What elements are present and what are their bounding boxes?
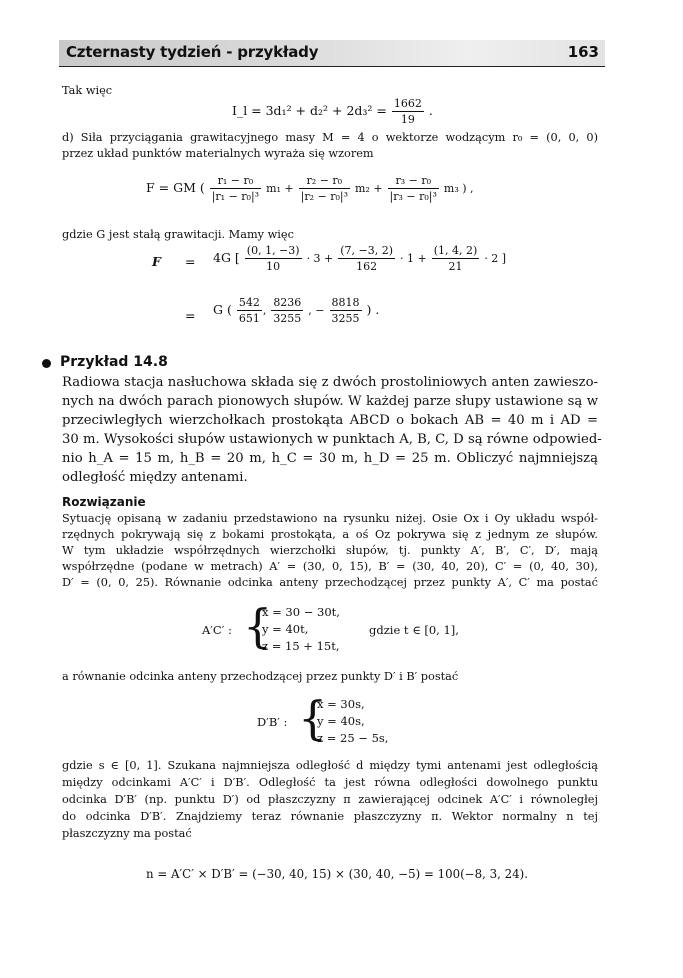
calc-b-numerator: (7, −3, 2) — [340, 244, 394, 257]
calc-b-denominator: 162 — [356, 260, 378, 273]
result-z-sign: , − — [308, 304, 325, 317]
result-fraction-z — [330, 296, 362, 325]
line-2-suffix: ) . — [366, 302, 380, 317]
force-symbol: F — [152, 254, 161, 269]
force-calc-line-1 — [213, 244, 506, 273]
tail-line-3: odcinka D′B′ (np. punktu D′) od płaszczyzny π zawierającej odcinek A′C′ i równoległej — [62, 793, 598, 806]
equals-sign-2: = — [185, 308, 196, 323]
brace-1: { — [243, 599, 273, 653]
chapter-title: Czternasty tydzień - przykłady — [66, 43, 319, 61]
system-2-label: D′B′ : — [257, 715, 288, 729]
part-d-line-2: przez układ punktów materialnych wyraża się wzorem — [62, 147, 374, 160]
calc-c-numerator: (1, 4, 2) — [433, 244, 478, 257]
result-fraction-x — [237, 296, 262, 325]
system-1-condition: gdzie t ∈ [0, 1], — [369, 623, 459, 637]
term-3-numerator: r₃ − r₀ — [388, 174, 439, 189]
force-lhs-symbol — [152, 254, 161, 269]
normal-vector-equation: n = A′C′ × D′B′ = (−30, 40, 15) × (30, 40, −5) = 100(−8, 3, 24). — [146, 867, 529, 881]
system-1-z: z = 15 + 15t, — [262, 639, 340, 653]
solution-line-2: rzędnych pokrywają się z bokami prostokąta, a oś Oz pokrywa się z jednym ze słupów. — [62, 528, 598, 541]
calc-a-mul: · 3 + — [306, 252, 334, 265]
tail-line-1: gdzie s ∈ [0, 1]. Szukana najmniejsza odległość d między tymi antenami jest odległością — [62, 759, 598, 772]
term-1-numerator: r₁ − r₀ — [210, 174, 261, 189]
calc-b-mul: · 1 + — [400, 252, 427, 265]
result-z-denominator: 3255 — [331, 312, 360, 325]
term-3-fraction — [388, 174, 439, 203]
calc-a-denominator: 10 — [266, 260, 281, 273]
term-2-numerator: r₂ − r₀ — [299, 174, 350, 189]
inertia-equation — [232, 97, 433, 126]
solution-line-3: W tym układzie współrzędnych wierzchołki słupów, tj. punkty A′, B′, C′, D′, mają — [62, 544, 598, 557]
result-x-denominator: 651 — [238, 312, 260, 325]
line-2-prefix: G ( — [213, 302, 232, 317]
system-1-y: y = 40t, — [262, 622, 309, 636]
tail-line-5: płaszczyzny ma postać — [62, 827, 192, 840]
result-y-numerator: 8236 — [273, 296, 302, 309]
system-2-x: x = 30s, — [317, 697, 365, 711]
inertia-fraction — [392, 97, 424, 126]
term-3-mass: m₃ ) , — [443, 182, 474, 195]
system-1-x: x = 30 − 30t, — [262, 605, 340, 619]
gravity-note: gdzie G jest stałą grawitacji. Mamy więc — [62, 228, 294, 241]
force-equation — [146, 174, 474, 203]
term-2-fraction — [299, 174, 350, 203]
calc-fraction-a — [245, 244, 302, 273]
result-y-denominator: 3255 — [273, 312, 302, 325]
force-lhs: F = GM ( — [146, 180, 205, 195]
result-fraction-y — [271, 296, 303, 325]
calc-fraction-b — [338, 244, 395, 273]
part-d-line-1: d) Siła przyciągania grawitacyjnego masy M = 4 o wektorze wodzącym r₀ = (0, 0, 0) — [62, 131, 598, 144]
calc-c-mul: · 2 ] — [484, 252, 507, 265]
example-title: Przykład 14.8 — [60, 354, 168, 370]
solution-heading: Rozwiązanie — [62, 495, 146, 509]
intro-text: Tak więc — [62, 84, 113, 97]
calc-fraction-c — [432, 244, 480, 273]
solution-line-1: Sytuację opisaną w zadaniu przedstawiono na rysunku niżej. Osie Ox i Oy układu współ- — [62, 512, 598, 525]
example-line-2: nych na dwóch parach pionowych słupów. W każdej parze słupy ustawione są w — [62, 394, 598, 409]
brace-2: { — [298, 691, 328, 745]
result-x-numerator: 542 — [238, 296, 260, 309]
solution-line-5: D′ = (0, 0, 25). Równanie odcinka anteny przechodzącej przez punkty A′, C′ ma postać — [62, 576, 598, 589]
example-line-1: Radiowa stacja nasłuchowa składa się z dwóch prostoliniowych anten zawieszo- — [62, 375, 598, 390]
system-2-y: y = 40s, — [317, 714, 365, 728]
term-2-mass: m₂ + — [354, 182, 383, 195]
solution-line-4: współrzędne (podane w metrach) A′ = (30, 0, 15), B′ = (30, 40, 20), C′ = (0, 40, 30), — [62, 560, 598, 573]
running-header — [59, 40, 605, 67]
inertia-lhs: I_l = 3d₁² + d₂² + 2d₃² = — [232, 103, 387, 118]
fraction-denominator: 19 — [400, 113, 415, 126]
calc-c-denominator: 21 — [448, 260, 463, 273]
line-1-prefix: 4G [ — [213, 250, 240, 265]
inertia-tail: . — [428, 103, 433, 118]
system-1-label: A′C′ : — [202, 623, 232, 637]
term-1-fraction — [210, 174, 261, 203]
example-line-3: przeciwległych wierzchołkach prostokąta ABCD o bokach AB = 40 m i AD = — [62, 413, 598, 428]
page-number: 163 — [567, 43, 599, 61]
fraction-numerator: 1662 — [393, 97, 422, 110]
term-1-denominator: |r₁ − r₀|³ — [211, 190, 260, 203]
example-line-6: odległość między antenami. — [62, 470, 248, 485]
term-2-denominator: |r₂ − r₀|³ — [300, 190, 348, 203]
bullet-icon — [42, 359, 51, 368]
example-line-5: nio h_A = 15 m, h_B = 20 m, h_C = 30 m, h_D = 25 m. Obliczyć najmniejszą — [62, 451, 598, 466]
mid-text: a równanie odcinka anteny przechodzącej przez punkty D′ i B′ postać — [62, 670, 459, 683]
result-z-numerator: 8818 — [331, 296, 360, 309]
force-calc-line-2: G ( $\frac{542}{651}$ , $\frac{8236}{3255}$ , − $\frac{8818}{3255}$ ) . — [213, 296, 380, 325]
tail-line-2: między odcinkami A′C′ i D′B′. Odległość ta jest równa odległości dowolnego punktu — [62, 776, 598, 789]
tail-line-4: do odcinka D′B′. Znajdziemy teraz równanie płaszczyzny π. Wektor normalny n tej — [62, 810, 598, 823]
term-3-denominator: |r₃ − r₀|³ — [389, 190, 437, 203]
term-1-mass: m₁ + — [266, 182, 294, 195]
system-2-z: z = 25 − 5s, — [317, 731, 389, 745]
example-line-4: 30 m. Wysokości słupów ustawionych w punktach A, B, C, D są równe odpowied- — [62, 432, 602, 447]
calc-a-numerator: (0, 1, −3) — [246, 244, 300, 257]
equals-sign-1: = — [185, 254, 196, 269]
